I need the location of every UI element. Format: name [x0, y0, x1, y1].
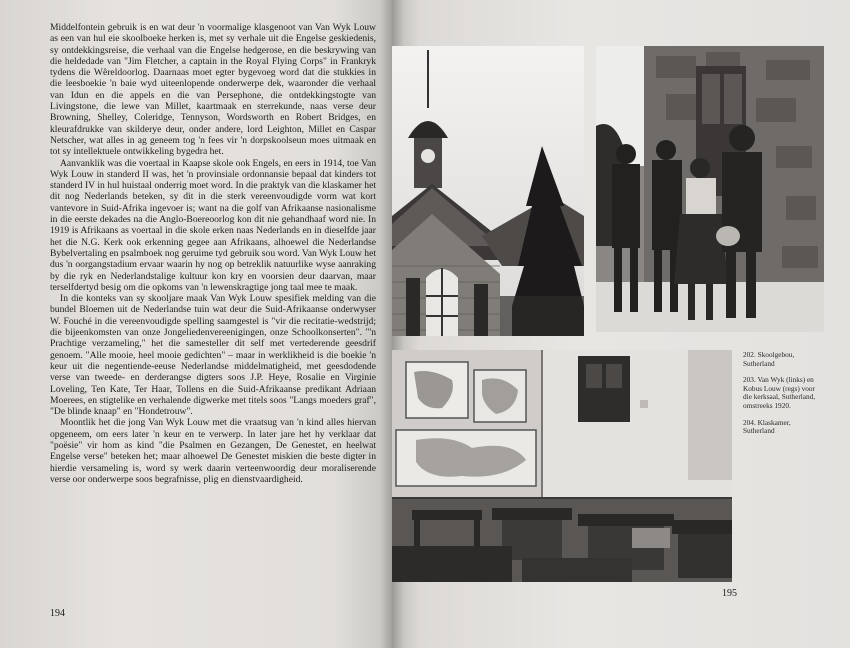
page-number-right: 195 — [722, 588, 737, 599]
boys-church-hall-photo — [596, 46, 824, 332]
body-text-column — [50, 22, 376, 485]
caption-204: 204. Klaskamer, Sutherland — [743, 417, 791, 436]
paragraph: Middelfontein gebruik is en wat deur 'n voormalige klasgenoot van Van Wyk Louw as een van hul eie skoolboeke herken is, met sy verhale uit die Engelse geskiedenis, sy ontdekkingsreise, die verhaal van die Engelse hedgerose, en die beskrywing van die heldedade van "Jim Fletcher, a captain in the Royal Flying Corps" in Frankryk tydens die Wêreldoorlog. Daarnaas moet egter bygevoeg word dat die stukkies in die leesboekie 'n baie wyd uiteenlopende onderwerpe dek, waaronder die verhaal van Idun en die appels en die van Persephone, die ontdekkingstogte van Livingstone, die lewe van Millet, kaartmaak en sterrekunde, naas verse deur Browning, Shelley, Coleridge, Tennyson, Wordsworth en Robert Bridges, en kleurafdrukke van skilderye deur, onder andere, lord Leighton, Millet en Caspar Netscher, wat alles in ag geneem tog 'n fees vir 'n dorpskoolseun moes uitmaak en tot sy intellektuele ontwikkeling bygedra het. — [50, 22, 376, 158]
paragraph: Moontlik het die jong Van Wyk Louw met die vraatsug van 'n kind alles hiervan opgeneem, om eers later 'n keur en te verwerp. In later jare het hy verklaar dat "poësie" vir hom as kind "die Psalmen en Gezangen, De Genestet, en heelwat Engelse verse" beteken het; maar alhoewel De Genestet miskien die beste digter in hierdie versameling is, word sy werk daarin verteenwoordig deur moraliserende verse oor onderwerpe soos begrafnisse, plig en dienstvaardigheid. — [50, 417, 376, 485]
classroom-photo — [392, 350, 732, 582]
photo-captions — [743, 351, 823, 444]
school-building-photo — [392, 46, 584, 336]
caption-203: 203. Van Wyk (links) en Kobus Louw (regs) voor die kerksaal, Sutherland, omstreeks 1920. — [743, 375, 816, 410]
paragraph: Aanvanklik was die voertaal in Kaapse skole ook Engels, en eers in 1914, toe Van Wyk Louw in standerd II was, het 'n provinsiale ordonnansie bepaal dat kinders tot standerd IV in hul huistaal onderrig moet word. In die praktyk van die klaskamer het dit nog Nederlands beteken, sy dit in die sterk vereenvoudigde vorm wat kort vantevore in Suid-Afrika ingevoer is; want na die golf van Afrikaanse nasionalisme in die eerste dekades na die Anglo-Boereoorlog kon dit nie gehandhaaf word nie. In 1919 is Afrikaans as voertaal in die skole erken naas Nederlands en in dieselfde jaar het die N.G. Kerk ook erkenning gegee aan Afrikaans, alhoewel die Nederlandse Bybelvertaling en psalmboek nog geruime tyd gebruik sou word. Van Wyk Louw het dus 'n oorgangstadium ervaar waarin hy nog op betreklik natuurlike wyse aanraking by die ryk en Nederlandstalige kultuur kon kry en voorsien deur daarvan, maar terselfdertyd besig om die opkoms van 'n lewenskragtige jong taal mee te maak. — [50, 157, 376, 293]
page-number-left: 194 — [50, 608, 65, 619]
caption-202: 202. Skoolgebou, Sutherland — [743, 350, 795, 368]
paragraph: In die konteks van sy skooljare maak Van Wyk Louw spesifiek melding van die bundel Bloemen uit de Nederlandse tuin wat deur die Suid-Afrikaanse onderwyser W. Fouché in die vereenvoudigde spelling saamgestel is "vir die recitatie-wedstrijd; die bijeenkomsten van onze Jongeliedenvereenigingen, onze Schoolkonserten". "'n Prachtige verzameling," het die samesteller dit self met vertederende geesdrif genoem. "Alle mooie, heel mooie gedichten" – maar in werklikheid is die boekie 'n keur uit die negentiende-eeuse Nederlandse middelmatigheid, met geesdodende verse van tweede- en derderangse digters soos J.P. Heye, Rosalie en Virginie Loveling, Ten Kate, Ter Haar, Tollens en die Suid-Afrikaanse predikant Adriaan Moerees, en stigtelike en verhalende digwerke met titels soos "Langs moeders graf", "De blinde knaap" en "Hondetrouw". — [50, 293, 376, 418]
